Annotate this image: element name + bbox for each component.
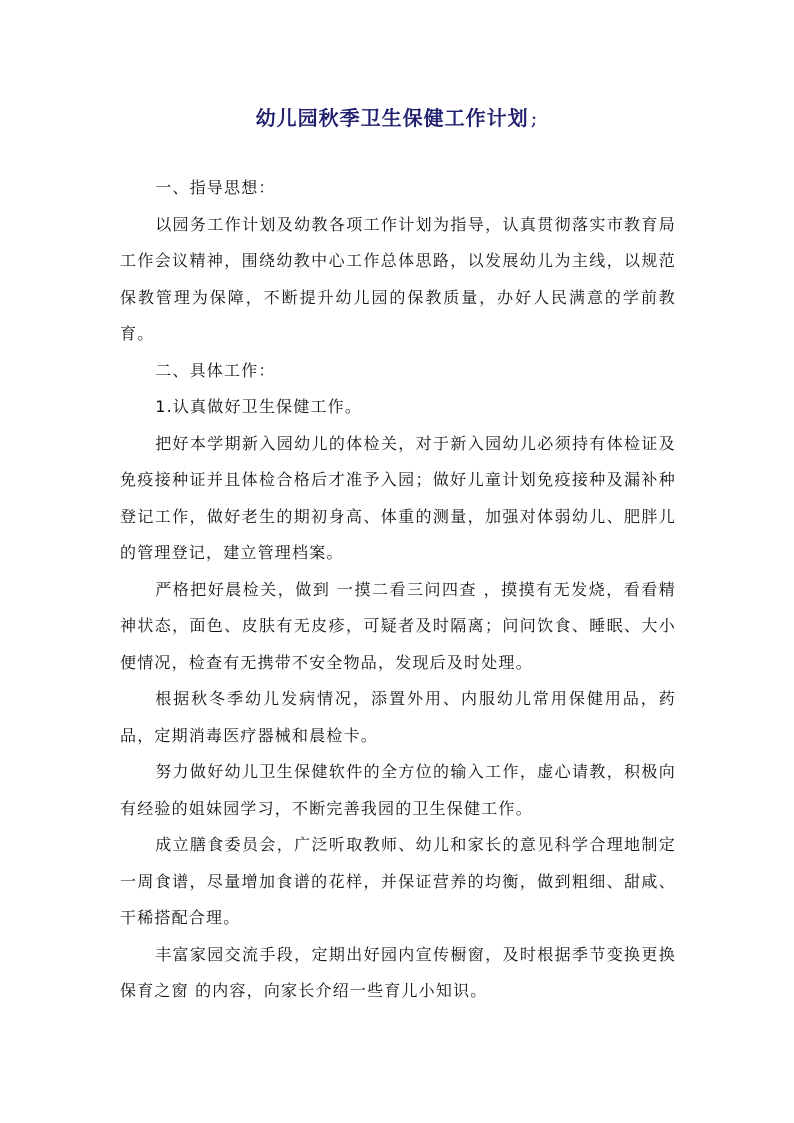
document-title-text: 幼儿园秋季卫生保健工作计划: [255, 106, 529, 130]
document-body: [120, 170, 676, 1010]
subsection-heading-health-care: 1.认真做好卫生保健工作。: [155, 397, 363, 416]
paragraph-guiding-ideology: 以园务工作计划及幼教各项工作计划为指导，认真贯彻落实市教育局工作会议精神，围绕幼教中心工作总体思路，以发展幼儿为主线，以规范保教管理为保障，不断提升幼儿园的保教质量，办好人民满意的学前教育。: [120, 214, 676, 343]
paragraph-morning-check: 严格把好晨检关，做到 一摸二看三问四查 ，摸摸有无发烧，看看精神状态，面色、皮肤有无皮疹，可疑者及时隔离；问问饮食、睡眠、大小便情况，检查有无携带不安全物品，发现后及时处理。: [120, 579, 676, 672]
section-heading-specific-work: 二、具体工作：: [155, 360, 276, 380]
title-caret: ;: [530, 106, 539, 130]
paragraph-software-input: 努力做好幼儿卫生保健软件的全方位的输入工作，虚心请教，积极向有经验的姐妹园学习，不断完善我园的卫生保健工作。: [120, 762, 676, 818]
paragraph-health-supplies: 根据秋冬季幼儿发病情况，添置外用、内服幼儿常用保健用品，药品，定期消毒医疗器械和晨检卡。: [120, 689, 676, 745]
paragraph-physical-exam: 把好本学期新入园幼儿的体检关，对于新入园幼儿必须持有体检证及免疫接种证并且体检合格后才准予入园；做好儿童计划免疫接种及漏补种登记工作，做好老生的期初身高、体重的测量，加强对体弱幼儿、肥胖儿的管理登记，建立管理档案。: [120, 433, 676, 562]
section-heading-guiding-ideology: 一、指导思想：: [155, 178, 276, 197]
paragraph-meal-committee: 成立膳食委员会，广泛听取教师、幼儿和家长的意见科学合理地制定一周食谱，尽量增加食谱的花样，并保证营养的均衡，做到粗细、甜咸、干稀搭配合理。: [120, 835, 676, 927]
document-title: [0, 104, 794, 132]
paragraph-home-communication: 丰富家园交流手段，定期出好园内宣传橱窗，及时根据季节变换更换 保育之窗 的内容，向家长介绍一些育儿小知识。: [120, 944, 676, 1000]
